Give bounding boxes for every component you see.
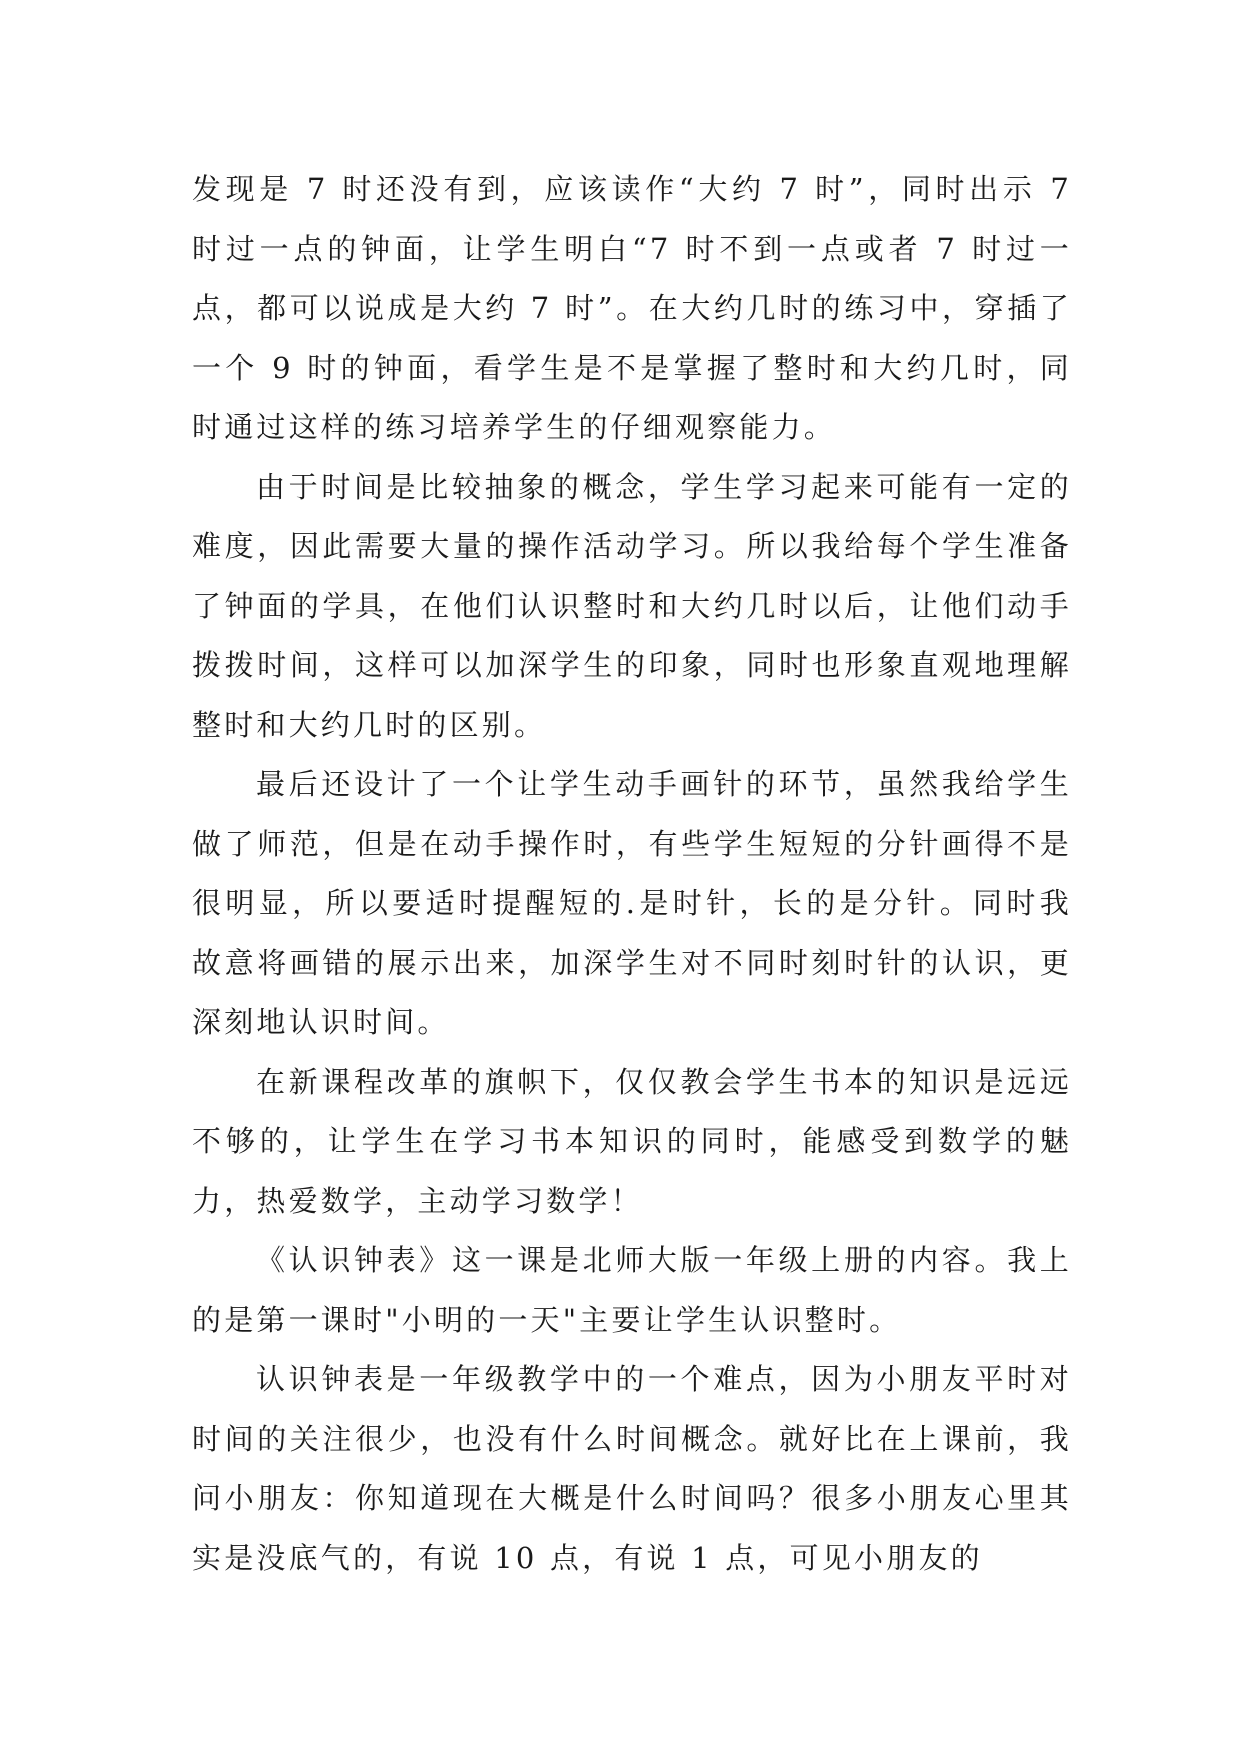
paragraph-6: 认识钟表是一年级教学中的一个难点，因为小朋友平时对时间的关注很少，也没有什么时间概念。就好比在上课前，我问小朋友：你知道现在大概是什么时间吗？很多小朋友心里其实是没底气的，有说 10 点，有说 1 点，可见小朋友的	[192, 1362, 1072, 1575]
paragraph-5: 《认识钟表》这一课是北师大版一年级上册的内容。我上的是第一课时"小明的一天"主要让学生认识整时。	[192, 1243, 1072, 1337]
paragraph-2: 由于时间是比较抽象的概念，学生学习起来可能有一定的难度，因此需要大量的操作活动学习。所以我给每个学生准备了钟面的学具，在他们认识整时和大约几时以后，让他们动手拨拨时间，这样可以加深学生的印象，同时也形象直观地理解整时和大约几时的区别。	[192, 469, 1072, 742]
paragraph-4: 在新课程改革的旗帜下，仅仅教会学生书本的知识是远远不够的，让学生在学习书本知识的同时，能感受到数学的魅力，热爱数学，主动学习数学！	[192, 1064, 1072, 1218]
paragraph-3: 最后还设计了一个让学生动手画针的环节，虽然我给学生做了师范，但是在动手操作时，有些学生短短的分针画得不是很明显，所以要适时提醒短的.是时针，长的是分针。同时我故意将画错的展示出来，加深学生对不同时刻时针的认识，更深刻地认识时间。	[192, 767, 1072, 1039]
body-text	[192, 160, 1072, 1588]
paragraph-1: 发现是 7 时还没有到，应该读作“大约 7 时”，同时出示 7 时过一点的钟面，让学生明白“7 时不到一点或者 7 时过一点，都可以说成是大约 7 时”。在大约几时的练习中，穿插了一个 9 时的钟面，看学生是不是掌握了整时和大约几时，同时通过这样的练习培养学生的仔细观察能力。	[192, 172, 1072, 444]
